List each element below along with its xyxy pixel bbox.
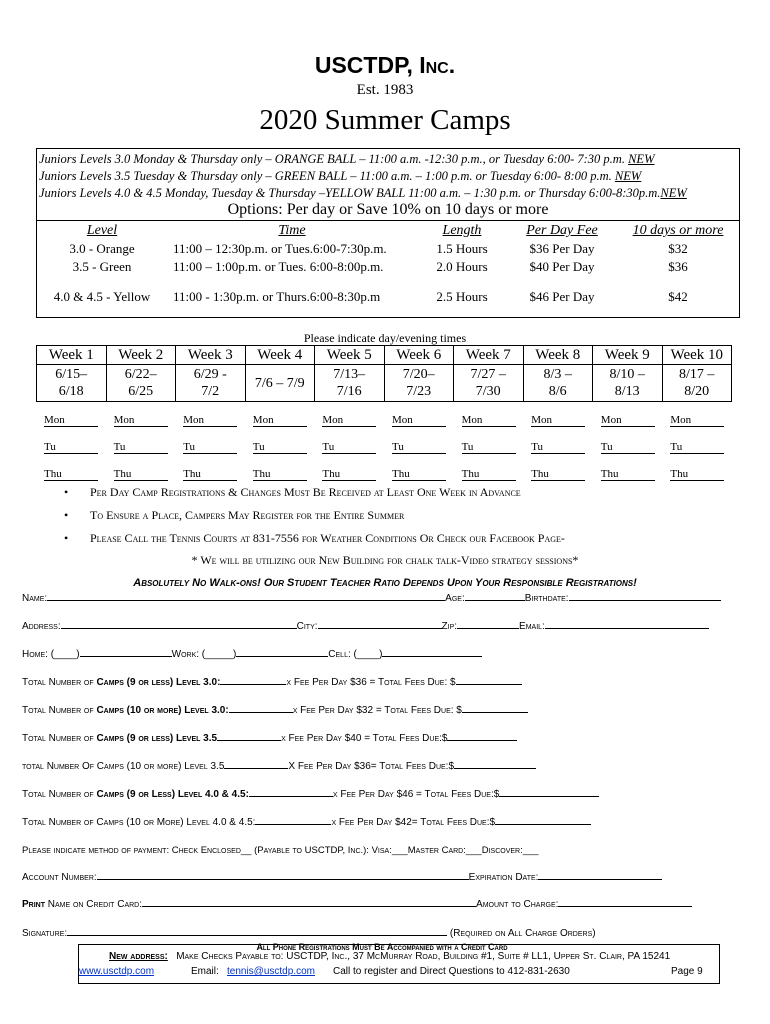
address-field[interactable] — [61, 628, 297, 629]
week-dates: 6/29 - 7/2 — [176, 365, 246, 402]
rates-cell: 11:00 - 1:30p.m. or Thurs.6:00-8:30p.m — [173, 289, 381, 304]
day-label: Thu — [252, 468, 271, 480]
divider — [37, 220, 739, 221]
rates-header-time: Time — [278, 223, 306, 238]
week-dates: 8/10 – 8/13 — [593, 365, 663, 402]
day-label: Thu — [44, 468, 62, 480]
account-row: Account Number: Expiration Date: — [22, 872, 662, 883]
week-label: Week 4 — [245, 346, 315, 365]
camp-row: Total Number of Camps (10 or more) Level 3.0: x Fee Per Day $32 = Total Fees Due: $ — [22, 705, 528, 716]
work-phone-field[interactable] — [236, 656, 328, 657]
day-slot-tu[interactable] — [601, 441, 655, 454]
rates-cell: $40 Per Day — [529, 259, 595, 274]
day-label: Thu — [113, 468, 132, 480]
bullet-item: • To Ensure a Place, Campers May Register for the Entire Summer — [64, 508, 405, 522]
rates-row — [37, 288, 739, 306]
email-label: Email: — [191, 966, 219, 977]
website-link[interactable]: www.usctdp.com — [79, 966, 155, 977]
day-slot-thu[interactable] — [253, 468, 307, 481]
day-slot-mon[interactable] — [670, 414, 724, 427]
day-slot-thu[interactable] — [44, 468, 98, 481]
camp-count-field[interactable] — [229, 712, 293, 713]
day-label: Tu — [322, 441, 335, 453]
expiration-date-field[interactable] — [538, 879, 662, 880]
footer-address: New address: Make Checks Payable to: USCTDP, Inc., 37 McMurray Road, Building #1, Suite # LL1, Upper St. Clair, PA 15241 — [109, 951, 671, 962]
week-label: Week 1 — [37, 346, 107, 365]
day-slot-mon[interactable] — [253, 414, 307, 427]
week-label: Week 10 — [662, 346, 732, 365]
building-note: * We will be utilizing our New Building for chalk talk-Video strategy sessions* — [191, 553, 579, 567]
walkons-note: Absolutely No Walk-ons! Our Student Teacher Ratio Depends Upon Your Responsible Registrations! — [133, 577, 637, 589]
rates-cell: $36 Per Day — [529, 241, 595, 256]
day-label: Mon — [531, 414, 552, 426]
day-slot-mon[interactable] — [531, 414, 585, 427]
birthdate-field[interactable] — [569, 600, 721, 601]
payment-row: Please indicate method of payment: Check Enclosed__ (Payable to USCTDP, Inc.): Visa:___Master Card:___Discover:___ — [22, 845, 539, 856]
amount-field[interactable] — [558, 906, 692, 907]
week-dates: 7/27 – 7/30 — [454, 365, 524, 402]
schedule-line: Juniors Levels 3.5 Tuesday & Thursday only – GREEN BALL – 11:00 a.m. – 1:00 p.m. or Tuesday 6:00- 8:00 p.m. NEW — [39, 169, 642, 183]
day-slot-tu[interactable] — [44, 441, 98, 454]
city-field[interactable] — [318, 628, 442, 629]
day-label: Mon — [113, 414, 135, 426]
camp-count-field[interactable] — [249, 796, 333, 797]
week-dates: 7/6 – 7/9 — [245, 365, 315, 402]
day-label: Mon — [670, 414, 692, 426]
camp-row: Total Number of Camps (9 or less) Level 3.5 x Fee Per Day $40 = Total Fees Due:$ — [22, 733, 517, 744]
day-label: Mon — [392, 414, 413, 426]
options-title: Options: Per day or Save 10% on 10 days or more — [227, 201, 549, 218]
week-dates: 6/15– 6/18 — [37, 365, 107, 402]
page-number: Page 9 — [671, 966, 703, 977]
rates-cell: 4.0 & 4.5 - Yellow — [53, 289, 151, 304]
week-dates: 8/17 – 8/20 — [662, 365, 732, 402]
day-label: Thu — [183, 468, 201, 480]
day-label: Thu — [531, 468, 549, 480]
week-label: Week 5 — [315, 346, 385, 365]
age-field[interactable] — [465, 600, 525, 601]
home-phone-field[interactable] — [80, 656, 172, 657]
schedule-line: Juniors Levels 3.0 Monday & Thursday only – ORANGE BALL – 11:00 a.m. -12:30 p.m., or Tuesday 6:00- 7:30 p.m. NEW — [39, 152, 655, 166]
signature-row: Signature: (Required on All Charge Orders) — [22, 928, 596, 939]
schedule-box — [36, 148, 740, 318]
day-label: Thu — [600, 468, 619, 480]
week-label: Week 2 — [106, 346, 176, 365]
week-dates: 8/3 – 8/6 — [523, 365, 593, 402]
day-label: Tu — [461, 441, 474, 453]
rates-cell: $46 Per Day — [529, 289, 595, 304]
rates-header-length: Length — [442, 223, 482, 238]
phone-note: All Phone Registrations Must Be Accompanied with a Credit Card — [256, 942, 508, 952]
print-name-row: Print Name on Credit Card: Amount to Charge: — [22, 899, 692, 910]
day-label: Mon — [600, 414, 622, 426]
bullet-item: • Please Call the Tennis Courts at 831-7556 for Weather Conditions Or Check our Facebook Page- — [64, 531, 565, 545]
email-link[interactable]: tennis@usctdp.com — [227, 966, 315, 977]
camp-count-field[interactable] — [224, 768, 288, 769]
day-slot-tu[interactable] — [670, 441, 724, 454]
fees-due-field[interactable] — [456, 684, 522, 685]
day-label: Mon — [322, 414, 344, 426]
day-label: Tu — [531, 441, 544, 453]
week-dates: 7/13– 7/16 — [315, 365, 385, 402]
signature-field[interactable] — [67, 935, 447, 936]
day-label: Mon — [44, 414, 65, 426]
week-dates: 7/20– 7/23 — [384, 365, 454, 402]
week-label: Week 8 — [523, 346, 593, 365]
zip-field[interactable] — [457, 628, 519, 629]
day-label: Tu — [252, 441, 265, 453]
day-slot-thu[interactable] — [670, 468, 724, 481]
day-slot-thu[interactable] — [531, 468, 585, 481]
phone-row: Home: (____) Work: (_____) Cell: (____) — [22, 649, 482, 660]
week-label: Week 3 — [176, 346, 246, 365]
day-label: Tu — [44, 441, 56, 453]
account-number-field[interactable] — [97, 879, 469, 880]
day-slot-tu[interactable] — [253, 441, 307, 454]
camp-count-field[interactable] — [220, 684, 286, 685]
name-row: Name: Age: Birthdate: — [22, 593, 721, 604]
day-slot-thu[interactable] — [183, 468, 237, 481]
day-slot-thu[interactable] — [322, 468, 376, 481]
camp-row: total Number Of Camps (10 or more) Level 3.5 X Fee Per Day $36= Total Fees Due:$ — [22, 761, 536, 772]
week-label: Week 9 — [593, 346, 663, 365]
rates-cell: 11:00 – 12:30p.m. or Tues.6:00-7:30p.m. — [173, 241, 387, 256]
day-label: Tu — [600, 441, 613, 453]
camp-row: Total Number of Camps (9 or Less) Level 4.0 & 4.5: x Fee Per Day $46 = Total Fees Due:$ — [22, 789, 599, 800]
day-label: Thu — [461, 468, 480, 480]
page-title: 2020 Summer Camps — [259, 104, 511, 136]
day-label: Tu — [392, 441, 404, 453]
day-slot-tu[interactable] — [531, 441, 585, 454]
week-label: Week 7 — [454, 346, 524, 365]
rates-cell: $32 — [668, 241, 688, 256]
rates-cell: 11:00 – 1:00p.m. or Tues. 6:00-8:00p.m. — [173, 259, 384, 274]
day-label: Tu — [183, 441, 196, 453]
week-dates: 6/22– 6/25 — [106, 365, 176, 402]
camp-count-field[interactable] — [217, 740, 281, 741]
weeks-table — [36, 345, 732, 402]
day-slot-mon[interactable] — [44, 414, 98, 427]
rates-row — [37, 258, 739, 276]
day-label: Tu — [113, 441, 126, 453]
rates-cell: 3.0 - Orange — [69, 241, 135, 256]
day-label: Mon — [183, 414, 204, 426]
day-slot-mon[interactable] — [462, 414, 516, 427]
footer-box — [78, 944, 720, 984]
email-field[interactable] — [545, 628, 709, 629]
rates-cell: 1.5 Hours — [436, 241, 488, 256]
day-slot-thu[interactable] — [601, 468, 655, 481]
day-slot-tu[interactable] — [183, 441, 237, 454]
week-label: Week 6 — [384, 346, 454, 365]
day-slot-mon[interactable] — [114, 414, 168, 427]
day-slot-thu[interactable] — [462, 468, 516, 481]
camp-row: Total Number of Camps (10 or More) Level 4.0 & 4.5: x Fee Per Day $42= Total Fees Due:$ — [22, 817, 591, 828]
cell-phone-field[interactable] — [382, 656, 482, 657]
weeks-note: Please indicate day/evening times — [303, 331, 467, 345]
card-name-field[interactable] — [142, 906, 476, 907]
camp-row: Total Number of Camps (9 or less) Level 3.0: x Fee Per Day $36 = Total Fees Due: $ — [22, 677, 522, 688]
day-label: Mon — [461, 414, 483, 426]
rates-cell: 2.5 Hours — [436, 289, 488, 304]
bullet-item: • Per Day Camp Registrations & Changes Must Be Received at Least One Week in Advance — [64, 485, 521, 499]
rates-cell: $42 — [668, 289, 688, 304]
rates-header-fee: Per Day Fee — [526, 223, 598, 238]
schedule-line: Juniors Levels 4.0 & 4.5 Monday, Tuesday & Thursday –YELLOW BALL 11:00 a.m. – 1:30 p.m. or Thursday 6:00-8:30p.m.NEW — [39, 186, 687, 200]
established: Est. 1983 — [356, 82, 414, 98]
rates-table — [37, 222, 739, 306]
day-slot-tu[interactable] — [114, 441, 168, 454]
rates-cell: $36 — [668, 259, 688, 274]
rates-cell: 2.0 Hours — [436, 259, 488, 274]
name-field[interactable] — [47, 600, 445, 601]
day-label: Thu — [322, 468, 341, 480]
fees-due-field[interactable] — [499, 796, 599, 797]
day-slot-tu[interactable] — [462, 441, 516, 454]
day-label: Mon — [252, 414, 274, 426]
day-slot-mon[interactable] — [601, 414, 655, 427]
day-label: Thu — [670, 468, 689, 480]
day-label: Tu — [670, 441, 683, 453]
day-slot-tu[interactable] — [392, 441, 446, 454]
camp-count-field[interactable] — [255, 824, 331, 825]
day-slot-tu[interactable] — [322, 441, 376, 454]
address-row: Address: City: Zip: Email: — [22, 621, 709, 632]
day-slot-mon[interactable] — [322, 414, 376, 427]
rates-header-ten: 10 days or more — [632, 223, 724, 238]
schedule-lines — [39, 151, 687, 202]
day-slot-thu[interactable] — [392, 468, 446, 481]
rates-row — [37, 240, 739, 258]
org-name: USCTDP, Inc. — [314, 52, 456, 78]
day-label: Thu — [392, 468, 410, 480]
fees-due-field[interactable] — [447, 740, 517, 741]
rates-header-level: Level — [86, 223, 118, 238]
bullet-list — [64, 485, 744, 554]
fees-due-field[interactable] — [495, 824, 591, 825]
day-slot-mon[interactable] — [392, 414, 446, 427]
day-slot-mon[interactable] — [183, 414, 237, 427]
rates-cell: 3.5 - Green — [72, 259, 132, 274]
call-note: Call to register and Direct Questions to 412-831-2630 — [333, 966, 570, 977]
fees-due-field[interactable] — [454, 768, 536, 769]
day-slot-thu[interactable] — [114, 468, 168, 481]
fees-due-field[interactable] — [462, 712, 528, 713]
